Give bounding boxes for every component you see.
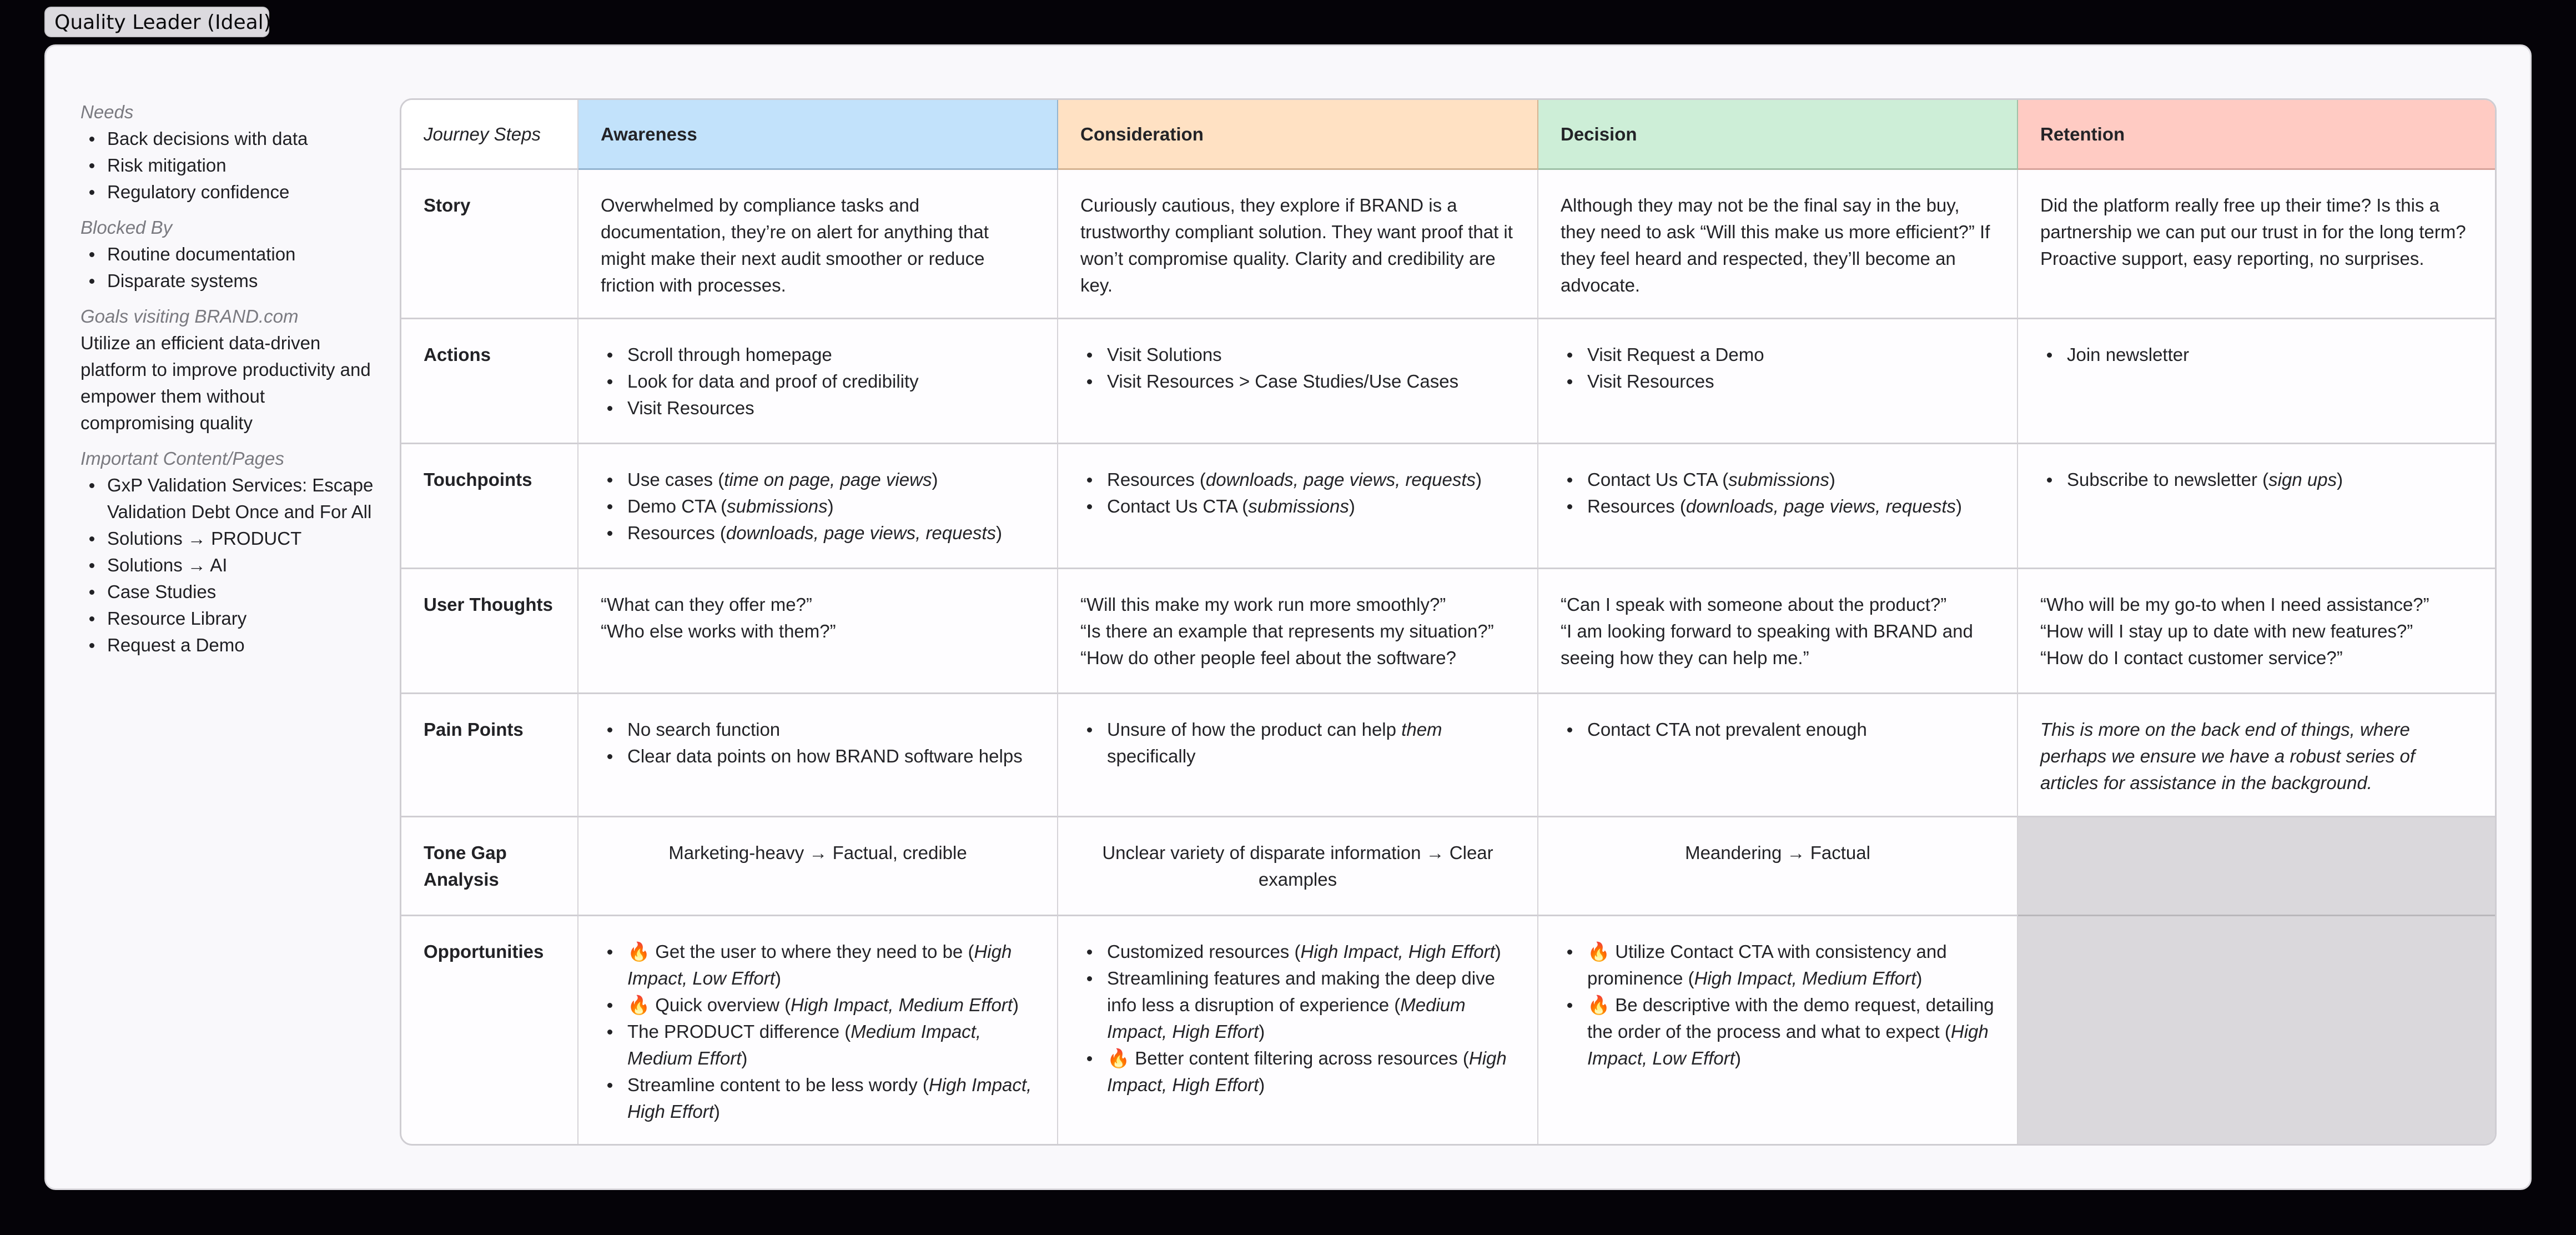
pain-points-list: [1561, 716, 1995, 743]
touchpoint-item: Resources (downloads, page views, requests): [1080, 466, 1515, 493]
actions-list: [1080, 342, 1515, 395]
opportunity-item: Streamlining features and making the deep dive info less a disruption of experience (Medium Impact, High Effort): [1080, 965, 1515, 1045]
fire-icon: 🔥: [1587, 995, 1616, 1015]
list-item: No search function: [601, 716, 1035, 743]
touchpoint-metric: submissions: [1248, 496, 1349, 516]
impact-effort-rating: High Impact, Medium Effort: [1694, 968, 1916, 988]
needs-list: [80, 125, 380, 205]
tone-gap-retention-empty: [2018, 817, 2497, 916]
story-awareness: Overwhelmed by compliance tasks and documentation, they’re on alert for anything that might make their next audit smoother or reduce friction with processes.: [578, 170, 1058, 319]
persona-sidebar: [80, 99, 380, 667]
impact-effort-rating: High Impact, Medium Effort: [791, 995, 1013, 1015]
touchpoint-metric: downloads, page views, requests: [1205, 469, 1476, 490]
list-item: Visit Solutions: [1080, 342, 1515, 368]
pain-points-awareness: [578, 694, 1058, 817]
user-thoughts-decision: [1538, 569, 2018, 694]
actions-list: [601, 342, 1035, 421]
row-label-user-thoughts: User Thoughts: [401, 569, 578, 694]
user-thought: “Will this make my work run more smoothly?”: [1080, 594, 1446, 615]
blocked-by-item: Disparate systems: [80, 268, 380, 294]
fire-icon: 🔥: [1107, 1048, 1135, 1068]
emphasis: them: [1401, 719, 1442, 740]
blocked-by-section: [80, 214, 380, 294]
story-decision: Although they may not be the final say in the buy, they need to ask “Will this make us more efficient?” If they feel heard and respected, they’ll become an advocate.: [1538, 170, 2018, 319]
touchpoints-awareness: [578, 444, 1058, 569]
actions-retention: [2018, 319, 2497, 444]
journey-steps-header: Journey Steps: [401, 100, 578, 170]
list-item: Clear data points on how BRAND software helps: [601, 743, 1035, 770]
touchpoints-list: [601, 466, 1035, 546]
tone-gap-consideration: Unclear variety of disparate information → Clear examples: [1058, 817, 1538, 916]
fire-icon: 🔥: [627, 995, 656, 1015]
goals-heading: Goals visiting BRAND.com: [80, 306, 299, 327]
touchpoint-metric: submissions: [727, 496, 828, 516]
touchpoints-list: [2040, 466, 2476, 493]
impact-effort-rating: High Impact, High Effort: [1107, 1048, 1507, 1095]
impact-effort-rating: Medium Impact, High Effort: [1107, 995, 1466, 1042]
list-item: Visit Resources: [601, 395, 1035, 421]
important-content-item: GxP Validation Services: Escape Validation Debt Once and For All: [80, 472, 380, 525]
touchpoints-retention: [2018, 444, 2497, 569]
pain-points-list: [601, 716, 1035, 770]
touchpoint-item: Contact Us CTA (submissions): [1080, 493, 1515, 520]
story-retention: Did the platform really free up their time? Is this a partnership we can put our trust in for the long term? Proactive support, easy reporting, no surprises.: [2018, 170, 2497, 319]
pain-point-item: Unsure of how the product can help them specifically: [1080, 716, 1515, 770]
story-consideration: Curiously cautious, they explore if BRAND is a trustworthy compliant solution. They want proof that it won’t compromise quality. Clarity and credibility are key.: [1058, 170, 1538, 319]
fire-icon: 🔥: [627, 941, 656, 962]
important-content-item: Request a Demo: [80, 632, 380, 659]
list-item: Join newsletter: [2040, 342, 2476, 368]
list-item: Visit Resources > Case Studies/Use Cases: [1080, 368, 1515, 395]
opportunities-decision: [1538, 916, 2018, 1146]
touchpoint-metric: sign ups: [2268, 469, 2337, 490]
pain-points-retention: This is more on the back end of things, where perhaps we ensure we have a robust series of articles for assistance in the background.: [2018, 694, 2497, 817]
actions-awareness: [578, 319, 1058, 444]
touchpoint-item: Resources (downloads, page views, requests): [1561, 493, 1995, 520]
needs-section: [80, 99, 380, 205]
user-thought: “How will I stay up to date with new features?”: [2040, 621, 2413, 641]
impact-effort-rating: Medium Impact, Medium Effort: [627, 1021, 982, 1068]
user-thought: “I am looking forward to speaking with BRAND and seeing how they can help me.”: [1561, 621, 1973, 668]
opportunity-item: 🔥 Utilize Contact CTA with consistency and prominence (High Impact, Medium Effort): [1561, 938, 1995, 992]
touchpoints-decision: [1538, 444, 2018, 569]
touchpoints-list: [1561, 466, 1995, 520]
important-content-item: Case Studies: [80, 579, 380, 605]
touchpoints-list: [1080, 466, 1515, 520]
opportunity-item: The PRODUCT difference (Medium Impact, Medium Effort): [601, 1018, 1035, 1072]
user-thought: “Who will be my go-to when I need assistance?”: [2040, 594, 2429, 615]
impact-effort-rating: High Impact, Low Effort: [627, 941, 1012, 988]
impact-effort-rating: High Impact, High Effort: [627, 1075, 1032, 1122]
opportunity-item: Streamline content to be less wordy (High Impact, High Effort): [601, 1072, 1035, 1125]
persona-title-tab[interactable]: Quality Leader (Ideal): [44, 7, 269, 37]
list-item: Scroll through homepage: [601, 342, 1035, 368]
pain-points-list: [1080, 716, 1515, 770]
list-item: Visit Resources: [1561, 368, 1995, 395]
user-thought: “Who else works with them?”: [601, 621, 836, 641]
impact-effort-rating: High Impact, High Effort: [1300, 941, 1495, 962]
row-label-tone-gap: Tone Gap Analysis: [401, 817, 578, 916]
row-label-touchpoints: Touchpoints: [401, 444, 578, 569]
stage-header-retention: Retention: [2018, 100, 2497, 170]
needs-item: Risk mitigation: [80, 152, 380, 179]
opportunities-awareness: [578, 916, 1058, 1146]
user-thought: “How do other people feel about the software?: [1080, 647, 1456, 668]
blocked-by-item: Routine documentation: [80, 241, 380, 268]
list-item: Visit Request a Demo: [1561, 342, 1995, 368]
actions-decision: [1538, 319, 2018, 444]
important-content-section: [80, 445, 380, 659]
goals-section: [80, 303, 380, 436]
touchpoint-item: Use cases (time on page, page views): [601, 466, 1035, 493]
needs-heading: Needs: [80, 102, 134, 122]
touchpoint-metric: downloads, page views, requests: [1686, 496, 1956, 516]
fire-icon: 🔥: [1587, 941, 1616, 962]
list-item: Look for data and proof of credibility: [601, 368, 1035, 395]
touchpoint-item: Contact Us CTA (submissions): [1561, 466, 1995, 493]
touchpoint-metric: time on page, page views: [724, 469, 932, 490]
pain-points-consideration: [1058, 694, 1538, 817]
opportunity-item: Customized resources (High Impact, High Effort): [1080, 938, 1515, 965]
actions-consideration: [1058, 319, 1538, 444]
opportunities-list: [1080, 938, 1515, 1098]
touchpoint-item: Demo CTA (submissions): [601, 493, 1035, 520]
user-thoughts-retention: [2018, 569, 2497, 694]
row-label-opportunities: Opportunities: [401, 916, 578, 1146]
user-thoughts-consideration: [1058, 569, 1538, 694]
goals-text: Utilize an efficient data-driven platform to improve productivity and empower them without compromising quality: [80, 333, 371, 433]
stage-header-decision: Decision: [1538, 100, 2018, 170]
important-content-item: Solutions → PRODUCT: [80, 525, 380, 552]
stage-header-awareness: Awareness: [578, 100, 1058, 170]
row-label-actions: Actions: [401, 319, 578, 444]
opportunities-list: [601, 938, 1035, 1125]
opportunities-consideration: [1058, 916, 1538, 1146]
user-thoughts-awareness: [578, 569, 1058, 694]
opportunity-item: 🔥 Better content filtering across resources (High Impact, High Effort): [1080, 1045, 1515, 1098]
touchpoint-item: Resources (downloads, page views, requests): [601, 520, 1035, 546]
tone-gap-decision: Meandering → Factual: [1538, 817, 2018, 916]
touchpoint-item: Subscribe to newsletter (sign ups): [2040, 466, 2476, 493]
pain-points-decision: [1538, 694, 2018, 817]
touchpoints-consideration: [1058, 444, 1538, 569]
needs-item: Back decisions with data: [80, 125, 380, 152]
important-content-list: [80, 472, 380, 659]
opportunities-retention-empty: [2018, 916, 2497, 1146]
opportunities-list: [1561, 938, 1995, 1072]
opportunity-item: 🔥 Quick overview (High Impact, Medium Effort): [601, 992, 1035, 1018]
touchpoint-metric: submissions: [1728, 469, 1829, 490]
needs-item: Regulatory confidence: [80, 179, 380, 205]
blocked-by-heading: Blocked By: [80, 217, 173, 238]
list-item: Contact CTA not prevalent enough: [1561, 716, 1995, 743]
opportunity-item: 🔥 Get the user to where they need to be (High Impact, Low Effort): [601, 938, 1035, 992]
user-thought: “Is there an example that represents my situation?”: [1080, 621, 1494, 641]
important-content-item: Resource Library: [80, 605, 380, 632]
important-content-heading: Important Content/Pages: [80, 448, 284, 469]
user-thought: “How do I contact customer service?”: [2040, 647, 2343, 668]
journey-grid: [401, 100, 2495, 1144]
blocked-by-list: [80, 241, 380, 294]
touchpoint-metric: downloads, page views, requests: [726, 523, 997, 543]
row-label-pain-points: Pain Points: [401, 694, 578, 817]
user-thought: “Can I speak with someone about the product?”: [1561, 594, 1947, 615]
opportunity-item: 🔥 Be descriptive with the demo request, detailing the order of the process and what to expect (High Impact, Low Effort): [1561, 992, 1995, 1072]
actions-list: [2040, 342, 2476, 368]
user-thought: “What can they offer me?”: [601, 594, 812, 615]
stage-header-consideration: Consideration: [1058, 100, 1538, 170]
important-content-item: Solutions → AI: [80, 552, 380, 579]
actions-list: [1561, 342, 1995, 395]
journey-map-table: [400, 98, 2497, 1146]
row-label-story: Story: [401, 170, 578, 319]
tone-gap-awareness: Marketing-heavy → Factual, credible: [578, 817, 1058, 916]
impact-effort-rating: High Impact, Low Effort: [1587, 1021, 1989, 1068]
